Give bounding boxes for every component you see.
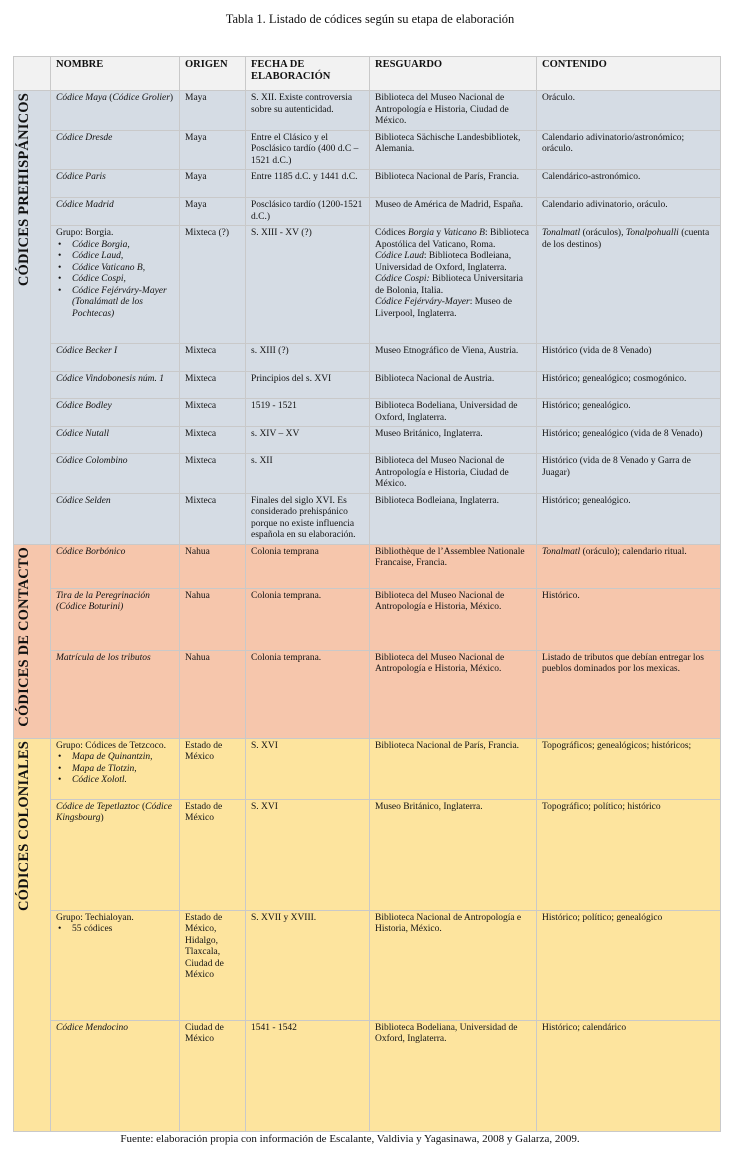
list-item: • Códice Borgia, bbox=[72, 240, 174, 252]
table-row bbox=[14, 399, 721, 427]
cell-fecha: Colonia temprana bbox=[246, 544, 370, 588]
cell-nombre: Códice Colombino bbox=[51, 454, 180, 494]
group-title: CÓDICES DE CONTACTO bbox=[16, 546, 32, 727]
cell-origen: Mixteca bbox=[180, 427, 246, 454]
cell-fecha: S. XIII - XV (?) bbox=[246, 226, 370, 344]
cell-fecha: S. XVII y XVIII. bbox=[246, 910, 370, 1020]
cell-nombre bbox=[51, 738, 180, 799]
group-label-coloniales bbox=[14, 738, 51, 1131]
table-row bbox=[14, 372, 721, 399]
cell-fecha: Colonia temprana. bbox=[246, 650, 370, 738]
list-item: • Códice Fejérváry-Mayer (Tonalámatl de los Pochtecas) bbox=[72, 286, 174, 321]
cell-origen: Mixteca bbox=[180, 454, 246, 494]
table-row bbox=[14, 454, 721, 494]
group-name: Grupo: Códices de Tetzcoco. bbox=[56, 740, 166, 751]
cell-nombre: Tira de la Peregrinación (Códice Boturini) bbox=[51, 588, 180, 650]
cell-nombre: Códice Paris bbox=[51, 170, 180, 198]
cell-nombre: Códice Bodley bbox=[51, 399, 180, 427]
cell-fecha: s. XIII (?) bbox=[246, 344, 370, 372]
codex-list bbox=[56, 752, 174, 787]
header-contenido: CONTENIDO bbox=[537, 57, 721, 91]
cell-nombre: Códice de Tepetlaztoc (Códice Kingsbourg) bbox=[51, 799, 180, 910]
header-corner bbox=[14, 57, 51, 91]
cell-origen: Nahua bbox=[180, 588, 246, 650]
cell-origen: Mixteca bbox=[180, 372, 246, 399]
cell-resguardo: Museo Británico, Inglaterra. bbox=[370, 427, 537, 454]
cell-resguardo: Biblioteca del Museo Nacional de Antropología e Historia, México. bbox=[370, 650, 537, 738]
cell-nombre: Códice Mendocino bbox=[51, 1020, 180, 1131]
group-name: Grupo: Techialoyan. bbox=[56, 912, 134, 923]
cell-contenido: Calendario adivinatorio, oráculo. bbox=[537, 198, 721, 226]
list-item: • 55 códices bbox=[72, 924, 174, 936]
cell-origen: Nahua bbox=[180, 544, 246, 588]
cell-contenido: Histórico; genealógico. bbox=[537, 399, 721, 427]
cell-resguardo: Museo Británico, Inglaterra. bbox=[370, 799, 537, 910]
cell-nombre: Códice Nutall bbox=[51, 427, 180, 454]
cell-nombre: Códice Vindobonesis núm. 1 bbox=[51, 372, 180, 399]
list-item: • Códice Laud, bbox=[72, 251, 174, 263]
cell-origen: Maya bbox=[180, 198, 246, 226]
cell-nombre bbox=[51, 226, 180, 344]
cell-origen: Mixteca bbox=[180, 344, 246, 372]
cell-fecha: 1541 - 1542 bbox=[246, 1020, 370, 1131]
cell-fecha: S. XVI bbox=[246, 738, 370, 799]
table-row bbox=[14, 130, 721, 170]
header-resguardo: RESGUARDO bbox=[370, 57, 537, 91]
cell-origen: Maya bbox=[180, 130, 246, 170]
cell-resguardo: Biblioteca Bodeliana, Universidad de Oxford, Inglaterra. bbox=[370, 399, 537, 427]
cell-fecha: Entre 1185 d.C. y 1441 d.C. bbox=[246, 170, 370, 198]
table-row bbox=[14, 226, 721, 344]
codex-list bbox=[56, 240, 174, 321]
list-item: • Códice Vaticano B, bbox=[72, 263, 174, 275]
cell-contenido: Histórico; genealógico (vida de 8 Venado) bbox=[537, 427, 721, 454]
cell-resguardo: Biblioteca Nacional de Austria. bbox=[370, 372, 537, 399]
cell-resguardo: Bibliothèque de l’Assemblee Nationale Francaise, Francia. bbox=[370, 544, 537, 588]
group-label-prehispanicos bbox=[14, 91, 51, 545]
cell-fecha: S. XVI bbox=[246, 799, 370, 910]
table-row bbox=[14, 910, 721, 1020]
cell-resguardo: Códices Borgia y Vaticano B: Biblioteca Apostólica del Vaticano, Roma. Códice Laud: Biblioteca Bodleiana, Universidad de Oxford, Inglaterra. Códice Cospi: Biblioteca Universitaria de Bolonia, Italia. Códice Fejérváry-Mayer: Museo de Liverpool, Inglaterra. bbox=[370, 226, 537, 344]
group-title: CÓDICES COLONIALES bbox=[16, 740, 32, 911]
cell-origen: Estado de México bbox=[180, 738, 246, 799]
cell-nombre: Códice Borbónico bbox=[51, 544, 180, 588]
cell-contenido: Histórico (vida de 8 Venado y Garra de Juagar) bbox=[537, 454, 721, 494]
cell-resguardo: Biblioteca del Museo Nacional de Antropología e Historia, México. bbox=[370, 588, 537, 650]
table-row bbox=[14, 588, 721, 650]
cell-nombre: Códice Selden bbox=[51, 493, 180, 544]
group-name: Grupo: Borgia. bbox=[56, 228, 114, 238]
cell-resguardo: Biblioteca Bodeliana, Universidad de Oxford, Inglaterra. bbox=[370, 1020, 537, 1131]
cell-fecha: 1519 - 1521 bbox=[246, 399, 370, 427]
table-row bbox=[14, 198, 721, 226]
table-caption: Tabla 1. Listado de códices según su etapa de elaboración bbox=[225, 12, 515, 26]
cell-contenido: Calendario adivinatorio/astronómico; oráculo. bbox=[537, 130, 721, 170]
cell-contenido: Histórico; genealógico. bbox=[537, 493, 721, 544]
cell-origen: Mixteca (?) bbox=[180, 226, 246, 344]
cell-resguardo: Biblioteca Nacional de París, Francia. bbox=[370, 170, 537, 198]
cell-fecha: s. XIV – XV bbox=[246, 427, 370, 454]
cell-fecha: Finales del siglo XVI. Es considerado prehispánico porque no existe influencia española en su elaboración. bbox=[246, 493, 370, 544]
cell-resguardo: Biblioteca del Museo Nacional de Antropología e Historia, Ciudad de México. bbox=[370, 454, 537, 494]
cell-fecha: Principios del s. XVI bbox=[246, 372, 370, 399]
cell-origen: Ciudad de México bbox=[180, 1020, 246, 1131]
list-item: • Mapa de Tlotzin, bbox=[72, 764, 174, 776]
cell-resguardo: Biblioteca Nacional de París, Francia. bbox=[370, 738, 537, 799]
cell-resguardo: Biblioteca del Museo Nacional de Antropología e Historia, Ciudad de México. bbox=[370, 91, 537, 131]
cell-nombre: Códice Madrid bbox=[51, 198, 180, 226]
cell-contenido: Tonalmatl (oráculo); calendario ritual. bbox=[537, 544, 721, 588]
header-fecha: FECHA DE ELABORACIÓN bbox=[246, 57, 370, 91]
table-row bbox=[14, 170, 721, 198]
cell-nombre: Códice Dresde bbox=[51, 130, 180, 170]
header-row bbox=[14, 57, 721, 91]
cell-resguardo: Biblioteca Nacional de Antropología e Historia, México. bbox=[370, 910, 537, 1020]
cell-nombre: Códice Becker I bbox=[51, 344, 180, 372]
cell-contenido: Listado de tributos que debían entregar los pueblos dominados por los mexicas. bbox=[537, 650, 721, 738]
list-item: • Mapa de Quinantzin, bbox=[72, 752, 174, 764]
group-label-contacto bbox=[14, 544, 51, 738]
cell-contenido: Calendárico-astronómico. bbox=[537, 170, 721, 198]
cell-contenido: Tonalmatl (oráculos), Tonalpohualli (cuenta de los destinos) bbox=[537, 226, 721, 344]
cell-contenido: Histórico. bbox=[537, 588, 721, 650]
header-origen: ORIGEN bbox=[180, 57, 246, 91]
list-item: • Códice Xolotl. bbox=[72, 775, 174, 787]
table-row bbox=[14, 427, 721, 454]
cell-origen: Maya bbox=[180, 91, 246, 131]
table-source-note: Fuente: elaboración propia con información de Escalante, Valdivia y Yagasinawa, 2008 y Galarza, 2009. bbox=[120, 1133, 580, 1145]
cell-nombre bbox=[51, 910, 180, 1020]
cell-contenido: Histórico (vida de 8 Venado) bbox=[537, 344, 721, 372]
cell-contenido: Histórico; calendárico bbox=[537, 1020, 721, 1131]
cell-contenido: Histórico; genealógico; cosmogónico. bbox=[537, 372, 721, 399]
cell-resguardo: Biblioteca Sächische Landesbibliotek, Alemania. bbox=[370, 130, 537, 170]
cell-origen: Estado de México bbox=[180, 799, 246, 910]
table-row bbox=[14, 650, 721, 738]
table-row bbox=[14, 493, 721, 544]
header-nombre: NOMBRE bbox=[51, 57, 180, 91]
cell-origen: Mixteca bbox=[180, 493, 246, 544]
table-row bbox=[14, 344, 721, 372]
cell-contenido: Topográficos; genealógicos; históricos; bbox=[537, 738, 721, 799]
cell-contenido: Topográfico; político; histórico bbox=[537, 799, 721, 910]
cell-fecha: Colonia temprana. bbox=[246, 588, 370, 650]
cell-fecha: S. XII. Existe controversia sobre su autenticidad. bbox=[246, 91, 370, 131]
cell-origen: Mixteca bbox=[180, 399, 246, 427]
table-row bbox=[14, 799, 721, 910]
cell-resguardo: Museo de América de Madrid, España. bbox=[370, 198, 537, 226]
cell-resguardo: Museo Etnográfico de Viena, Austria. bbox=[370, 344, 537, 372]
cell-origen: Maya bbox=[180, 170, 246, 198]
cell-contenido: Histórico; político; genealógico bbox=[537, 910, 721, 1020]
codex-list bbox=[56, 924, 174, 936]
table-row bbox=[14, 544, 721, 588]
cell-fecha: Entre el Clásico y el Posclásico tardío (400 d.C – 1521 d.C.) bbox=[246, 130, 370, 170]
cell-fecha: Posclásico tardío (1200-1521 d.C.) bbox=[246, 198, 370, 226]
cell-resguardo: Biblioteca Bodleiana, Inglaterra. bbox=[370, 493, 537, 544]
list-item: • Códice Cospi, bbox=[72, 274, 174, 286]
table-row bbox=[14, 1020, 721, 1131]
cell-nombre: Códice Maya (Códice Grolier) bbox=[51, 91, 180, 131]
cell-contenido: Oráculo. bbox=[537, 91, 721, 131]
cell-nombre: Matrícula de los tributos bbox=[51, 650, 180, 738]
table-row bbox=[14, 738, 721, 799]
cell-origen: Estado de México, Hidalgo, Tlaxcala, Ciudad de México bbox=[180, 910, 246, 1020]
table-row bbox=[14, 91, 721, 131]
cell-fecha: s. XII bbox=[246, 454, 370, 494]
group-title: CÓDICES PREHISPÁNICOS bbox=[16, 93, 32, 287]
codices-table bbox=[13, 56, 721, 1132]
cell-origen: Nahua bbox=[180, 650, 246, 738]
